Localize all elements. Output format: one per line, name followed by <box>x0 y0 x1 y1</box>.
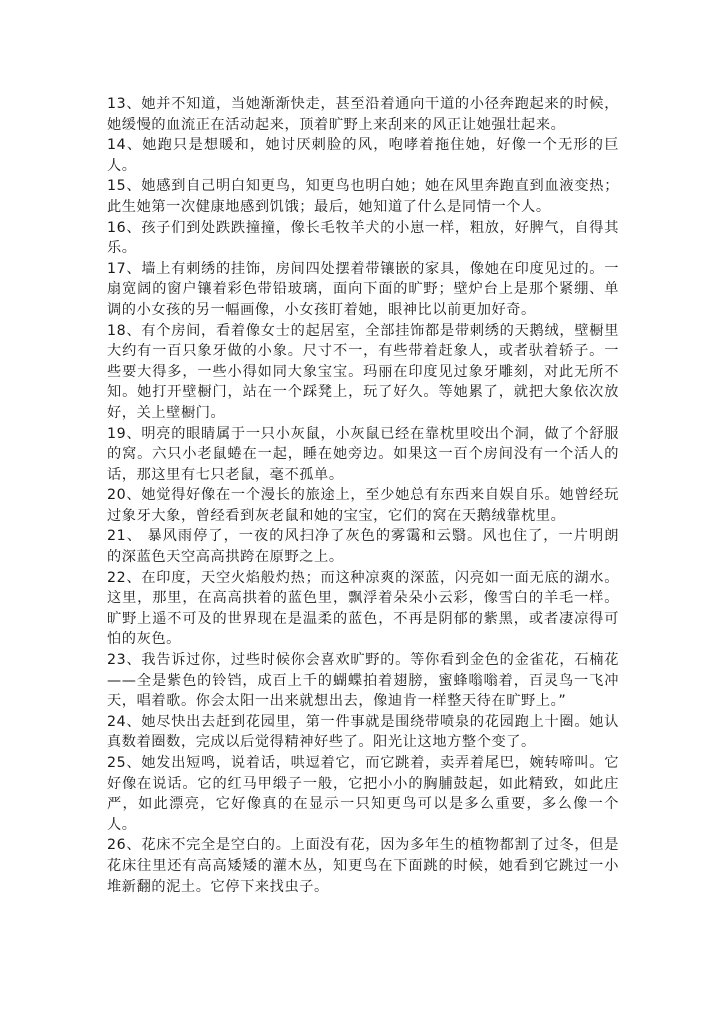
paragraph-25: 25、她发出短鸣，说着话，哄逗着它，而它跳着，卖弄着尾巴，婉转啼叫。它好像在说话。它的红马甲缎子一般，它把小小的胸脯鼓起，如此精致，如此庄严，如此漂亮，它好像真的在显示一只知更鸟可以是多么重要，多么像一个人。 <box>107 755 619 833</box>
paragraph-19: 19、明亮的眼睛属于一只小灰鼠，小灰鼠已经在靠枕里咬出个洞，做了个舒服的窝。六只小老鼠蜷在一起，睡在她旁边。如果这一百个房间没有一个活人的话，那这里有七只老鼠，毫不孤单。 <box>107 425 619 483</box>
document-body <box>107 94 619 897</box>
paragraph-21: 21、 暴风雨停了，一夜的风扫净了灰色的雾霭和云翳。风也住了，一片明朗的深蓝色天空高高拱跨在原野之上。 <box>107 528 619 566</box>
paragraph-17: 17、墙上有刺绣的挂饰，房间四处摆着带镶嵌的家具，像她在印度见过的。一扇宽阔的窗户镶着彩色带铅玻璃，面向下面的旷野；壁炉台上是那个紧绷、单调的小女孩的另一幅画像，小女孩盯着她，眼神比以前更加好奇。 <box>107 260 619 318</box>
paragraph-24: 24、她尽快出去赶到花园里，第一件事就是围绕带喷泉的花园跑上十圈。她认真数着圈数，完成以后觉得精神好些了。阳光让这地方整个变了。 <box>107 713 619 751</box>
paragraph-15: 15、她感到自己明白知更鸟，知更鸟也明白她；她在风里奔跑直到血液变热；此生她第一次健康地感到饥饿；最后，她知道了什么是同情一个人。 <box>107 178 619 215</box>
paragraph-22: 22、在印度，天空火焰般灼热；而这种凉爽的深蓝，闪亮如一面无底的湖水。这里，那里，在高高拱着的蓝色里，飘浮着朵朵小云彩，像雪白的羊毛一样。旷野上遥不可及的世界现在是温柔的蓝色，不再是阴郁的紫黑，或者凄凉得可怕的灰色。 <box>107 569 619 648</box>
paragraph-20: 20、她觉得好像在一个漫长的旅途上，至少她总有东西来自娱自乐。她曾经玩过象牙大象，曾经看到灰老鼠和她的宝宝，它们的窝在天鹅绒靠枕里。 <box>107 487 619 524</box>
paragraph-16: 16、孩子们到处跌跌撞撞，像长毛牧羊犬的小崽一样，粗放，好脾气，自得其乐。 <box>107 219 619 257</box>
paragraph-18: 18、有个房间，看着像女士的起居室，全部挂饰都是带刺绣的天鹅绒，壁橱里大约有一百只象牙做的小象。尺寸不一，有些带着赶象人，或者驮着轿子。一些要大得多，一些小得如同大象宝宝。玛丽在印度见过象牙雕刻，对此无所不知。她打开壁橱门，站在一个踩凳上，玩了好久。等她累了，就把大象依次放好，关上壁橱门。 <box>107 322 619 421</box>
paragraph-26: 26、花床不完全是空白的。上面没有花，因为多年生的植物都割了过冬，但是花床往里还有高高矮矮的灌木丛，知更鸟在下面跳的时候，她看到它跳过一小堆新翻的泥土。它停下来找虫子。 <box>107 837 619 895</box>
paragraph-13: 13、她并不知道，当她渐渐快走，甚至沿着通向干道的小径奔跑起来的时候，她缓慢的血流正在活动起来，顶着旷野上来刮来的风正让她强壮起来。 <box>107 96 619 133</box>
paragraph-14: 14、她跑只是想暖和，她讨厌刺脸的风，咆哮着拖住她，好像一个无形的巨人。 <box>107 137 619 174</box>
paragraph-23: 23、我告诉过你，过些时候你会喜欢旷野的。等你看到金色的金雀花，石楠花——全是紫色的铃铛，成百上千的蝴蝶拍着翅膀，蜜蜂嗡嗡着，百灵鸟一飞冲天，唱着歌。你会太阳一出来就想出去，像迪肯一样整天待在旷野上。” <box>107 652 619 710</box>
